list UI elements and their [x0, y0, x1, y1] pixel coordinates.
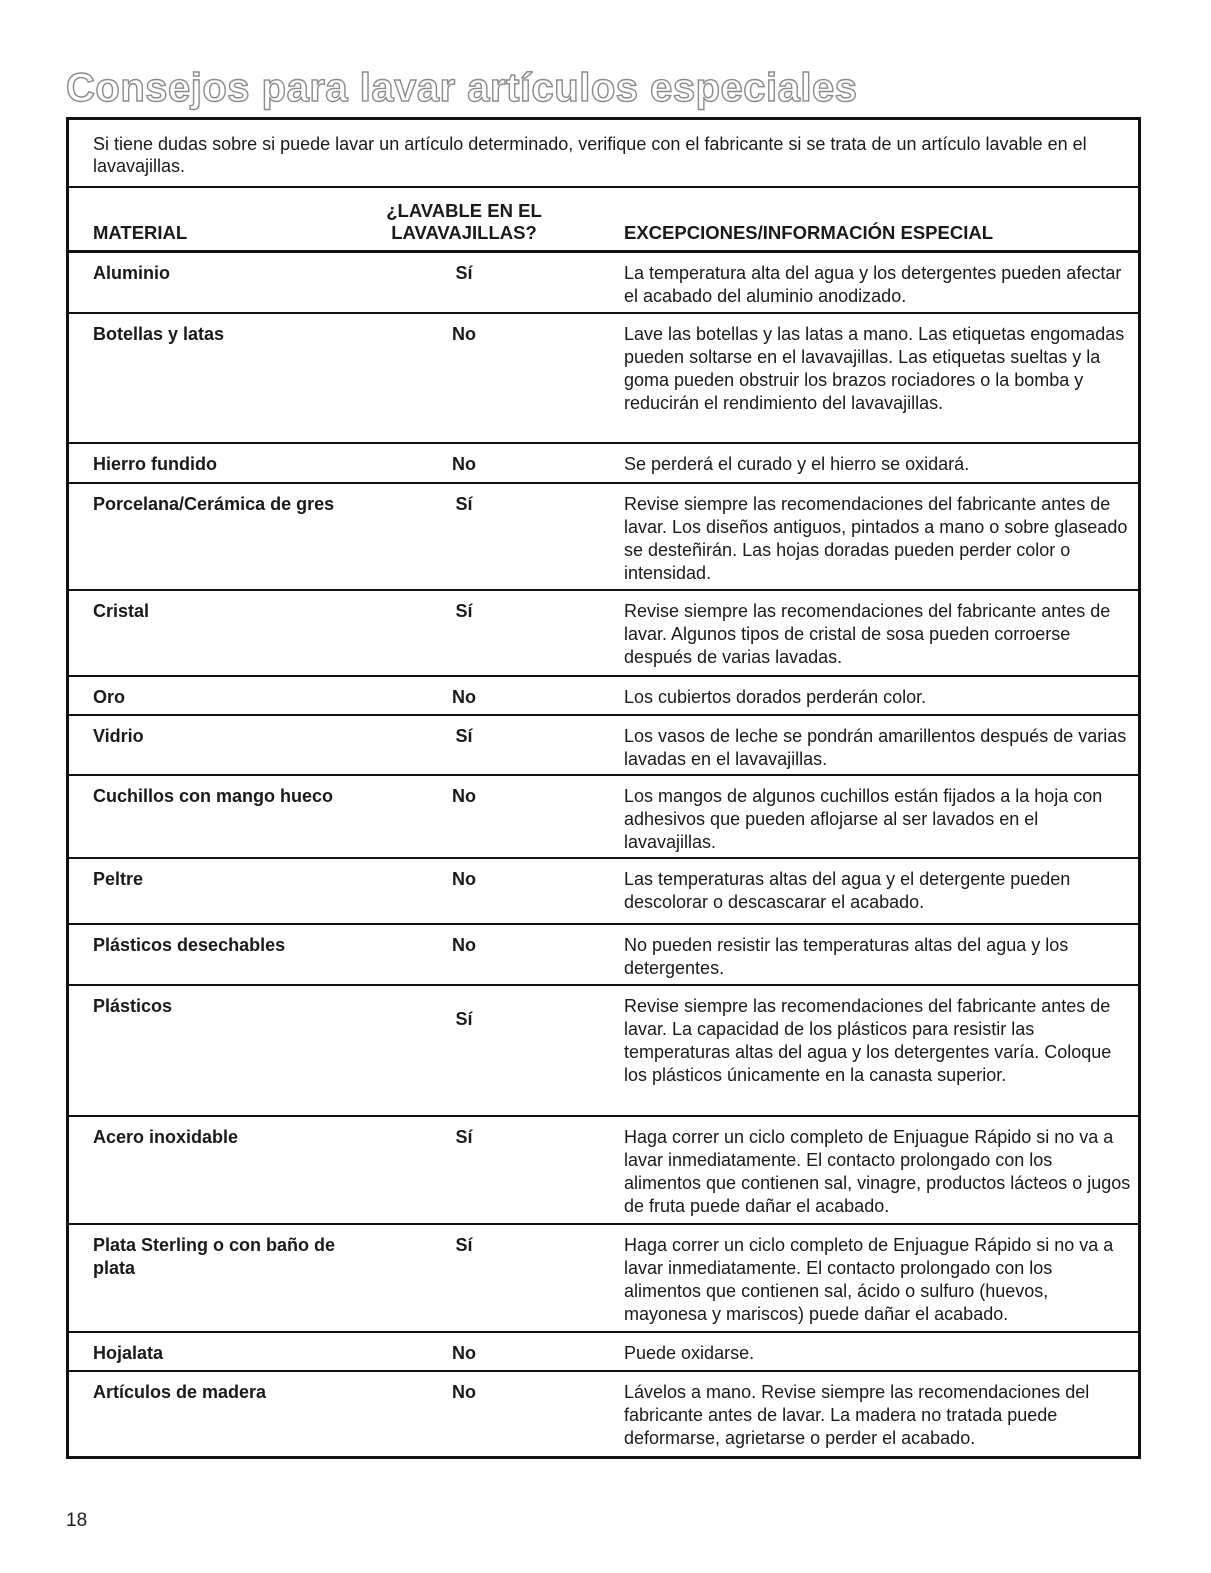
table-row	[69, 1225, 1138, 1333]
row-material: Plásticos	[93, 996, 173, 1016]
row-lavable: No	[452, 454, 476, 474]
row-info: Lave las botellas y las latas a mano. Las etiquetas engomadas pueden soltarse en el lavavajillas. Las etiquetas sueltas y la goma pueden obstruir los brazos rociadores o la bomba y reducirán el rendimiento del lavavajillas.	[624, 324, 1125, 413]
row-lavable: No	[452, 324, 476, 344]
row-info: Las temperaturas altas del agua y el detergente pueden descolorar o descascarar el acabado.	[624, 869, 1071, 912]
row-lavable: No	[452, 935, 476, 955]
page-title: Consejos para lavar artículos especiales	[66, 66, 858, 110]
table-row	[69, 925, 1138, 986]
row-lavable: Sí	[455, 263, 473, 283]
row-material: Hierro fundido	[93, 454, 217, 474]
intro-text: Si tiene dudas sobre si puede lavar un artículo determinado, verifique con el fabricante si se trata de un artículo lavable en el lavavajillas.	[69, 120, 1138, 188]
row-material: Peltre	[93, 869, 144, 889]
row-material: Cuchillos con mango hueco	[93, 786, 334, 806]
row-lavable: Sí	[455, 1127, 473, 1147]
table-row	[69, 591, 1138, 677]
table-header	[69, 188, 1138, 253]
row-material: Plata Sterling o con baño de plata	[93, 1235, 336, 1278]
page-number: 18	[66, 1510, 88, 1531]
row-material: Cristal	[93, 601, 150, 621]
table-row	[69, 677, 1138, 716]
header-material: MATERIAL	[93, 222, 188, 243]
row-info: Puede oxidarse.	[624, 1343, 755, 1363]
row-material: Plásticos desechables	[93, 935, 286, 955]
table-row	[69, 253, 1138, 314]
row-info: Los cubiertos dorados perderán color.	[624, 687, 927, 707]
row-info: Haga correr un ciclo completo de Enjuague Rápido si no va a lavar inmediatamente. El contacto prolongado con los alimentos que contienen sal, vinagre, productos lácteos o jugos de fruta puede dañar el acabado.	[624, 1127, 1131, 1216]
row-lavable: Sí	[455, 1009, 473, 1029]
table-row	[69, 1333, 1138, 1372]
header-info: EXCEPCIONES/INFORMACIÓN ESPECIAL	[624, 222, 994, 243]
row-material: Acero inoxidable	[93, 1127, 239, 1147]
row-info: Lávelos a mano. Revise siempre las recomendaciones del fabricante antes de lavar. La madera no tratada puede deformarse, agrietarse o perder el acabado.	[624, 1382, 1090, 1448]
row-lavable: Sí	[455, 1235, 473, 1255]
row-material: Artículos de madera	[93, 1382, 267, 1402]
header-lavable-line1: ¿LAVABLE EN EL	[386, 200, 542, 221]
row-info: Haga correr un ciclo completo de Enjuague Rápido si no va a lavar inmediatamente. El contacto prolongado con los alimentos que contienen sal, ácido o sulfuro (huevos, mayonesa y mariscos) puede dañar el acabado.	[624, 1235, 1114, 1324]
row-lavable: No	[452, 1382, 476, 1402]
row-lavable: No	[452, 1343, 476, 1363]
row-info: Revise siempre las recomendaciones del fabricante antes de lavar. La capacidad de los plásticos para resistir las temperaturas altas del agua y los detergentes varía. Coloque los plásticos únicamente en la canasta superior.	[624, 996, 1112, 1085]
row-info: Los mangos de algunos cuchillos están fijados a la hoja con adhesivos que pueden aflojarse al ser lavados en el lavavajillas.	[624, 786, 1103, 852]
row-material: Botellas y latas	[93, 324, 225, 344]
row-lavable: No	[452, 869, 476, 889]
table-row	[69, 716, 1138, 776]
row-info: Revise siempre las recomendaciones del fabricante antes de lavar. Algunos tipos de cristal de sosa pueden corroerse después de varias lavadas.	[624, 601, 1111, 667]
table-row	[69, 1372, 1138, 1458]
row-lavable: No	[452, 687, 476, 707]
row-info: La temperatura alta del agua y los detergentes pueden afectar el acabado del aluminio anodizado.	[624, 263, 1122, 306]
row-info: Los vasos de leche se pondrán amarillentos después de varias lavadas en el lavavajillas.	[624, 726, 1127, 769]
tips-table-frame	[66, 117, 1141, 1459]
table-row	[69, 1117, 1138, 1225]
table-body	[69, 253, 1138, 1458]
row-lavable: Sí	[455, 494, 473, 514]
row-info: Se perderá el curado y el hierro se oxidará.	[624, 454, 970, 474]
row-material: Vidrio	[93, 726, 144, 746]
row-material: Aluminio	[93, 263, 170, 283]
table-row	[69, 859, 1138, 925]
header-lavable-line2: LAVAVAJILLAS?	[391, 222, 537, 243]
row-material: Hojalata	[93, 1343, 164, 1363]
row-info: Revise siempre las recomendaciones del fabricante antes de lavar. Los diseños antiguos, pintados a mano o sobre glaseado se desteñirán. Las hojas doradas pueden perder color o intensidad.	[624, 494, 1128, 583]
table-row	[69, 484, 1138, 591]
row-material: Porcelana/Cerámica de gres	[93, 494, 335, 514]
row-lavable: No	[452, 786, 476, 806]
row-lavable: Sí	[455, 726, 473, 746]
table-row	[69, 314, 1138, 444]
row-info: No pueden resistir las temperaturas altas del agua y los detergentes.	[624, 935, 1069, 978]
row-lavable: Sí	[455, 601, 473, 621]
table-row	[69, 776, 1138, 859]
header-lavable	[374, 200, 554, 244]
table-row	[69, 986, 1138, 1117]
row-material: Oro	[93, 687, 126, 707]
table-row	[69, 444, 1138, 484]
